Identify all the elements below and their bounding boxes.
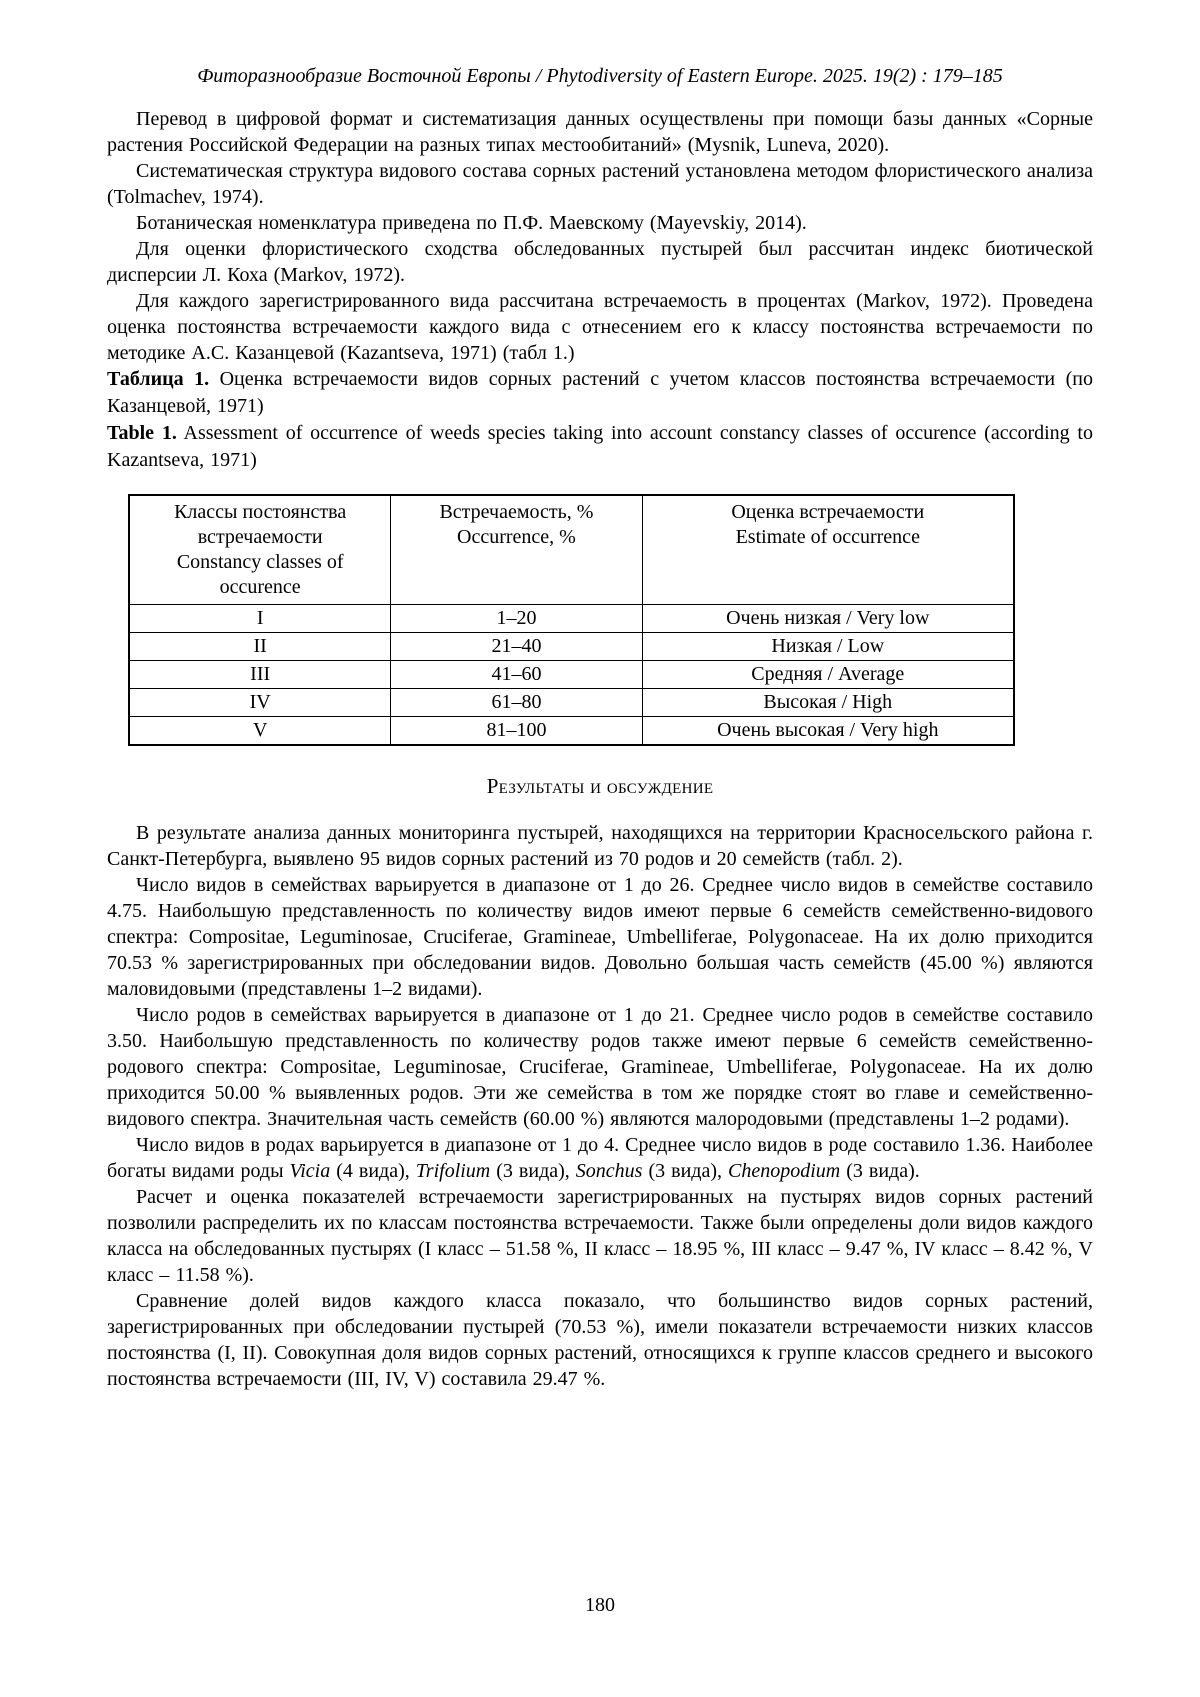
paragraph: Сравнение долей видов каждого класса показало, что большинство видов сорных растений, зарегистрированных при обследовании пустырей (70.53 %), имели показатели встречаемости низких классов постоянства (I, II). Совокупная доля видов сорных растений, относящихся к группе классов среднего и высокого постоянства встречаемости (III, IV, V) составила 29.47 %. [107, 1290, 1093, 1390]
paragraph: Число видов в семействах варьируется в диапазоне от 1 до 26. Среднее число видов в семействе составило 4.75. Наибольшую представленность по количеству видов имеют первые 6 семейств семейственно-видового спектра: Compositae, Leguminosae, Cruciferae, Gramineae, Umbelliferae, Polygonaceae. На их долю приходится 70.53 % зарегистрированных при обследовании видов. Довольно большая часть семейств (45.00 %) являются маловидовыми (представлены 1–2 видами). [107, 874, 1093, 1000]
table-cell: 81–100 [391, 717, 642, 746]
table-caption-ru-label: Таблица 1. [107, 368, 210, 390]
table-row [129, 605, 1014, 633]
constancy-table-header [129, 495, 1014, 605]
table-caption-en [107, 420, 1093, 474]
table-cell: Очень низкая / Very low [642, 605, 1014, 633]
table-cell: III [129, 661, 391, 689]
header-cell-constancy-classes: Классы постоянства встречаемости Constancy classes of occurence [129, 495, 391, 605]
table-caption-ru-text: Оценка встречаемости видов сорных растений с учетом классов постоянства встречаемости (по Казанцевой, 1971) [107, 368, 1093, 417]
header-row [129, 495, 1014, 605]
table-cell: 61–80 [391, 689, 642, 717]
paragraph: Перевод в цифровой формат и систематизация данных осуществлены при помощи базы данных «Сорные растения Российской Федерации на разных типах местообитаний» (Mysnik, Luneva, 2020). [107, 108, 1093, 156]
table-cell: I [129, 605, 391, 633]
table-cell: 21–40 [391, 633, 642, 661]
table-caption-en-text: Assessment of occurrence of weeds species taking into account constancy classes of occurence (according to Kazantseva, 1971) [107, 422, 1093, 471]
table-cell: Высокая / High [642, 689, 1014, 717]
header-cell-estimate: Оценка встречаемости Estimate of occurrence [642, 495, 1014, 605]
paragraph: Число видов в родах варьируется в диапазоне от 1 до 4. Среднее число видов в роде составило 1.36. Наиболее богаты видами роды Vicia (4 вида), Trifolium (3 вида), Sonchus (3 вида), Chenopodium (3 вида). [107, 1134, 1093, 1182]
constancy-table [128, 494, 1015, 746]
paragraph: Ботаническая номенклатура приведена по П.Ф. Маевскому (Mayevskiy, 2014). [136, 212, 807, 234]
page-number: 180 [585, 1594, 615, 1616]
results-heading: Результаты и обсуждение [486, 774, 714, 798]
paragraph: Для каждого зарегистрированного вида рассчитана встречаемость в процентах (Markov, 1972). Проведена оценка постоянства встречаемости каждого вида с отнесением его к классу постоянства встречаемости по методике А.С. Казанцевой (Kazantseva, 1971) (табл 1.) [107, 290, 1093, 364]
header-cell-occurrence: Встречаемость, % Occurrence, % [391, 495, 642, 605]
results-section [107, 820, 1093, 1392]
paragraph: Систематическая структура видового состава сорных растений установлена методом флористического анализа (Tolmachev, 1974). [107, 160, 1093, 208]
table-cell: Низкая / Low [642, 633, 1014, 661]
table-row [129, 689, 1014, 717]
table-row [129, 633, 1014, 661]
table-cell: Очень высокая / Very high [642, 717, 1014, 746]
methods-section [107, 106, 1093, 366]
paragraph: Расчет и оценка показателей встречаемости зарегистрированных на пустырях видов сорных растений позволили распределить их по классам постоянства встречаемости. Также были определены доли видов каждого класса на обследованных пустырях (I класс – 51.58 %, II класс – 18.95 %, III класс – 9.47 %, IV класс – 8.42 %, V класс – 11.58 %). [107, 1186, 1093, 1286]
journal-header: Фиторазнообразие Восточной Европы / Phytodiversity of Eastern Europe. 2025. 19(2) : 179–185 [197, 65, 1003, 87]
table-row [129, 661, 1014, 689]
table-cell: 41–60 [391, 661, 642, 689]
table-cell: 1–20 [391, 605, 642, 633]
table-caption-en-label: Table 1. [107, 422, 177, 444]
table-cell: Средняя / Average [642, 661, 1014, 689]
paragraph: Для оценки флористического сходства обследованных пустырей был рассчитан индекс биотической дисперсии Л. Коха (Markov, 1972). [107, 238, 1093, 286]
table-caption-ru [107, 366, 1093, 420]
table-row [129, 717, 1014, 746]
paragraph: В результате анализа данных мониторинга пустырей, находящихся на территории Красносельского района г. Санкт-Петербурга, выявлено 95 видов сорных растений из 70 родов и 20 семейств (табл. 2). [107, 822, 1093, 870]
table-cell: V [129, 717, 391, 746]
table-cell: IV [129, 689, 391, 717]
constancy-table-body [129, 605, 1014, 746]
paragraph: Число родов в семействах варьируется в диапазоне от 1 до 21. Среднее число родов в семействе составило 3.50. Наибольшую представленность по количеству родов также имеют первые 6 семейств семейственно-родового спектра: Compositae, Leguminosae, Cruciferae, Gramineae, Umbelliferae, Polygonaceae. На их долю приходится 50.00 % выявленных родов. Эти же семейства в том же порядке стоят во главе и семейственно-видового спектра. Значительная часть семейств (60.00 %) являются малородовыми (представлены 1–2 родами). [107, 1004, 1093, 1130]
table-cell: II [129, 633, 391, 661]
